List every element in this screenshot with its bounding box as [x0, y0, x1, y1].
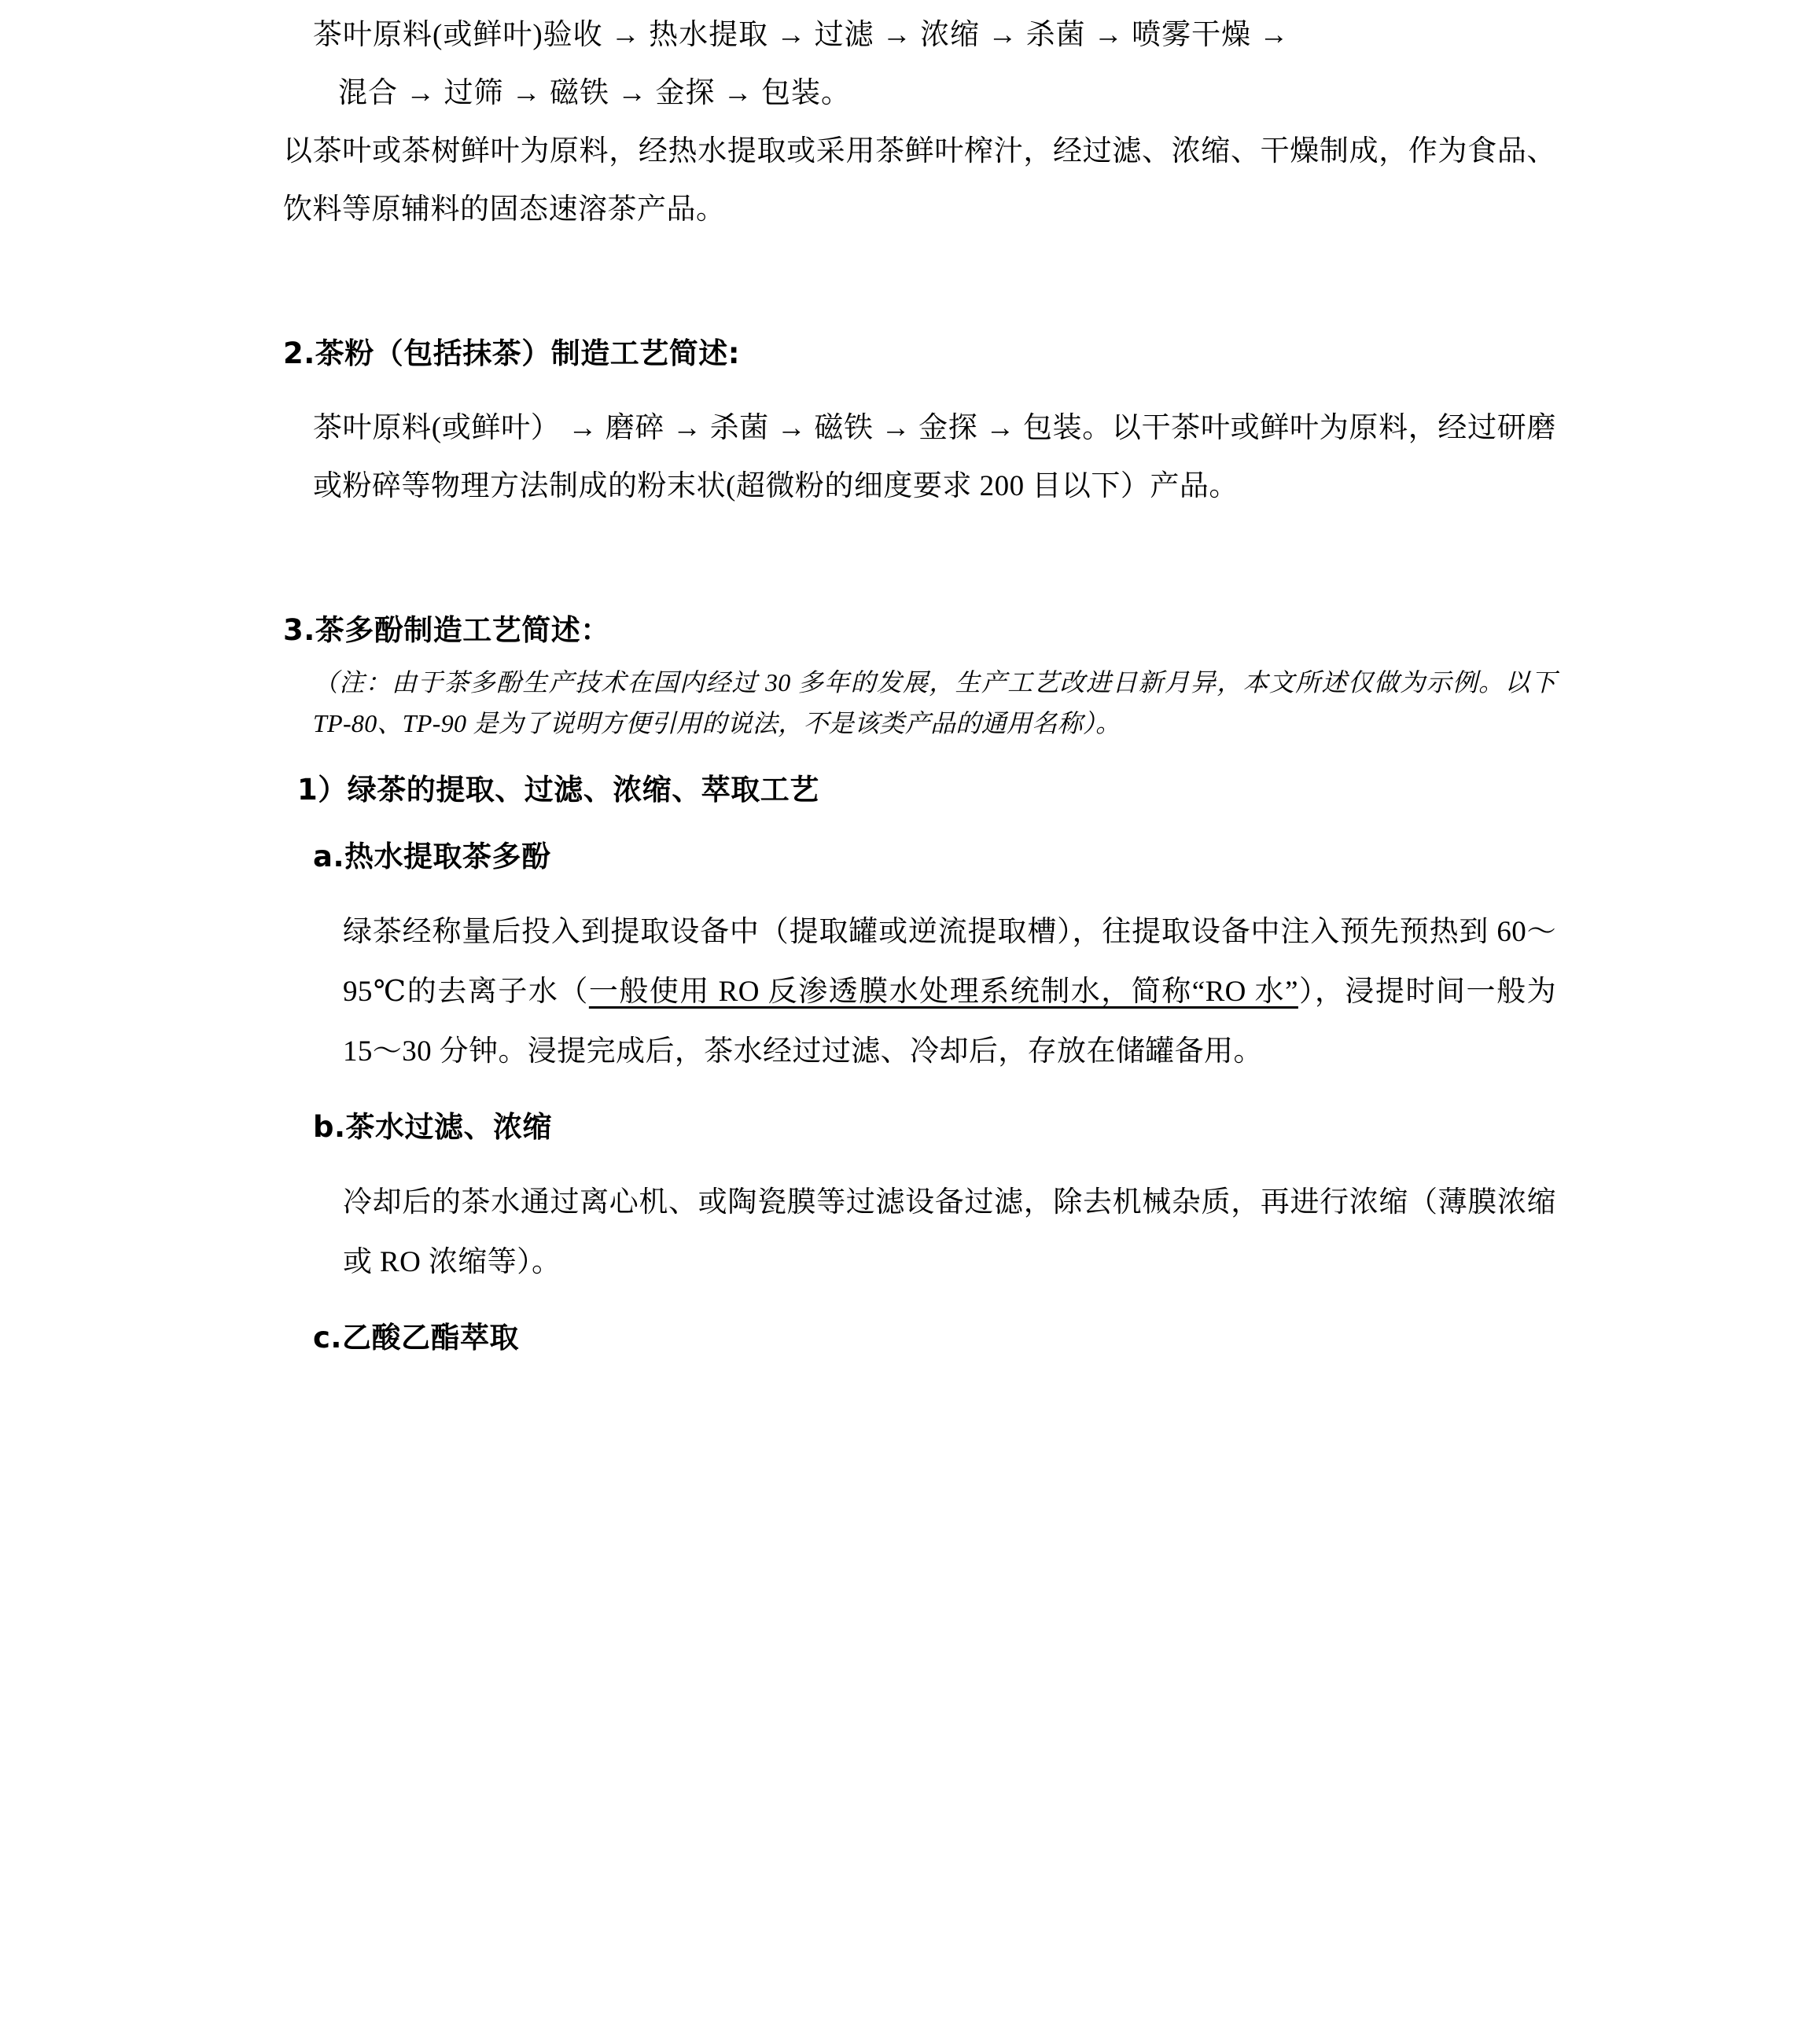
spacer — [283, 376, 1556, 399]
process-flow-line-2: 混合 → 过筛 → 磁铁 → 金探 → 包装。 — [338, 77, 851, 109]
spacer — [283, 1149, 1556, 1173]
process-flow-line-1: 茶叶原料(或鲜叶)验收 → 热水提取 → 过滤 → 浓缩 → 杀菌 → 喷雾干燥 → — [313, 19, 1290, 51]
spacer — [283, 811, 1556, 835]
item-b-paragraph: 冷却后的茶水通过离心机、或陶瓷膜等过滤设备过滤，除去机械杂质，再进行浓缩（薄膜浓缩或 RO 浓缩等）。 — [343, 1186, 1556, 1279]
spacer — [283, 1082, 1556, 1105]
spacer — [283, 744, 1556, 768]
spacer — [283, 879, 1556, 903]
heading-item-b: b.茶水过滤、浓缩 — [313, 1110, 553, 1145]
item-a-paragraph — [343, 903, 1556, 1083]
heading-section-3-sub-1: 1）绿茶的提取、过滤、浓缩、萃取工艺 — [297, 772, 819, 807]
spacer — [283, 1292, 1556, 1316]
heading-section-2: 2.茶粉（包括抹茶）制造工艺简述: — [283, 336, 741, 370]
item-a-underlined-text: 一般使用 RO 反渗透膜水处理系统制水，简称“RO 水” — [588, 975, 1298, 1008]
heading-item-a: a.热水提取茶多酚 — [313, 840, 551, 874]
spacer — [283, 652, 1556, 663]
top-paragraph: 以茶叶或茶树鲜叶为原料，经热水提取或采用茶鲜叶榨汁，经过滤、浓缩、干燥制成，作为食品、饮料等原辅料的固态速溶茶产品。 — [283, 135, 1556, 226]
item-a-text-part2: ），浸提时间一般为 15～30 分钟。浸提完成后，茶水经过过滤、冷却后，存放在储罐备用。 — [343, 975, 1556, 1068]
heading-section-3: 3.茶多酚制造工艺简述： — [283, 612, 610, 647]
spacer — [283, 516, 1556, 608]
spacer — [283, 239, 1556, 332]
section-3-note: （注：由于茶多酚生产技术在国内经过 30 多年的发展，生产工艺改进日新月异，本文所述仅做为示例。以下 TP-80、TP-90 是为了说明方便引用的说法，不是该类产品的通用名称）。 — [313, 668, 1556, 737]
item-a-text-part1: 绿茶经称量后投入到提取设备中（提取罐或逆流提取槽），往提取设备中注入预先预热到 60～95℃的去离子水（ — [343, 915, 1556, 1008]
section-2-paragraph: 茶叶原料(或鲜叶） → 磨碎 → 杀菌 → 磁铁 → 金探 → 包装。以干茶叶或鲜叶为原料，经过研磨或粉碎等物理方法制成的粉末状(超微粉的细度要求 200 目以下）产品。 — [313, 411, 1556, 502]
heading-item-c: c.乙酸乙酯萃取 — [313, 1321, 519, 1355]
